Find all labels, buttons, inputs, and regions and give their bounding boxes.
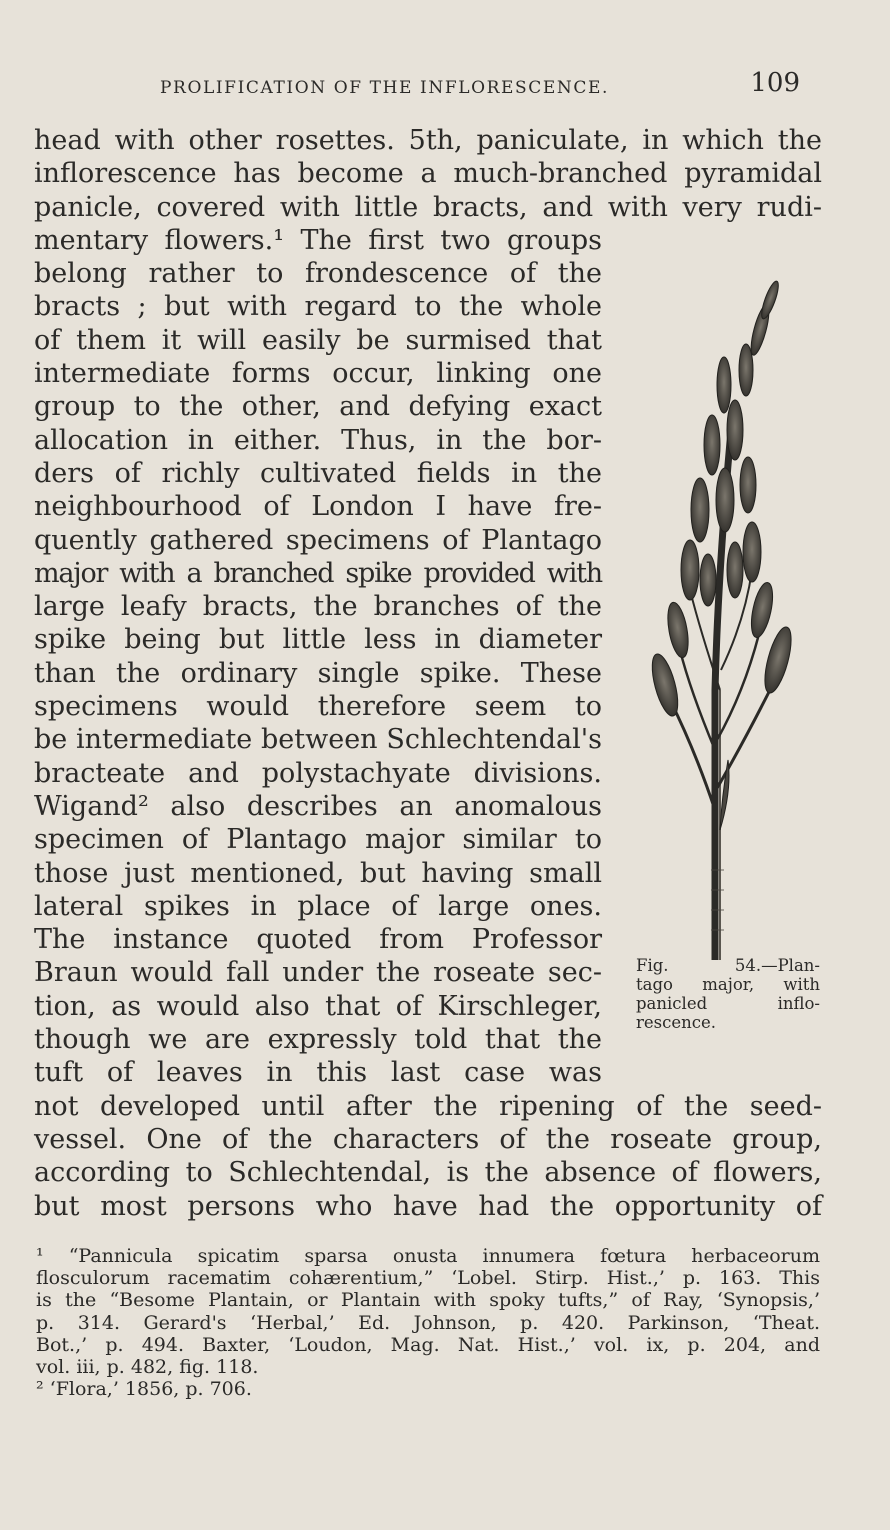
text-line: though we are expressly told that the bbox=[34, 1024, 602, 1056]
running-head: PROLIFICATION OF THE INFLORESCENCE. bbox=[160, 78, 610, 98]
text-line: large leafy bracts, the branches of the bbox=[34, 591, 602, 623]
text-line: head with other rosettes. 5th, paniculate, in which the bbox=[34, 125, 822, 156]
text-line: of them it will easily be surmised that bbox=[34, 324, 602, 356]
text-line: be intermediate between Schlechtendal's bbox=[34, 724, 602, 756]
text-line: those just mentioned, but having small bbox=[34, 857, 602, 889]
text-line: not developed until after the ripening of the seed- bbox=[34, 1090, 822, 1122]
text-line: intermediate forms occur, linking one bbox=[34, 358, 602, 390]
text-line: specimen of Plantago major similar to bbox=[34, 824, 602, 856]
caption-line: tago major, with bbox=[636, 975, 820, 994]
text-line: inflorescence has become a much-branched pyramidal bbox=[34, 158, 822, 190]
footnote-line: Bot.,’ p. 494. Baxter, ‘Loudon, Mag. Nat. Hist.,’ vol. ix, p. 204, and bbox=[36, 1333, 820, 1356]
footnote-line: p. 314. Gerard's ‘Herbal,’ Ed. Johnson, p. 420. Parkinson, ‘Theat. bbox=[36, 1311, 820, 1334]
caption-line: rescence. bbox=[636, 1013, 717, 1032]
text-line: bracts ; but with regard to the whole bbox=[34, 291, 602, 323]
plantago-illustration bbox=[620, 270, 830, 960]
footnote-line: flosculorum racematim cohærentium,” ‘Lobel. Stirp. Hist.,’ p. 163. This bbox=[36, 1267, 820, 1290]
text-line: group to the other, and defying exact bbox=[34, 391, 602, 423]
text-line: mentary flowers.¹ The first two groups bbox=[34, 224, 602, 256]
text-line: specimens would therefore seem to bbox=[34, 691, 602, 723]
page-header bbox=[160, 68, 800, 108]
text-line: ders of richly cultivated fields in the bbox=[34, 457, 602, 489]
caption-line: panicled inflo- bbox=[636, 994, 820, 1013]
text-line: tuft of leaves in this last case was bbox=[34, 1057, 602, 1089]
text-line: lateral spikes in place of large ones. bbox=[34, 890, 602, 922]
text-line: tion, as would also that of Kirschleger, bbox=[34, 990, 602, 1022]
plantago-panicle-drawing bbox=[620, 270, 830, 960]
text-line: Braun would fall under the roseate sec- bbox=[34, 957, 602, 989]
text-line: spike being but little less in diameter bbox=[34, 624, 602, 656]
text-line: according to Schlechtendal, is the absence of flowers, bbox=[34, 1157, 822, 1189]
text-line: neighbourhood of London I have fre- bbox=[34, 491, 602, 523]
page-number: 109 bbox=[750, 68, 800, 98]
text-line: The instance quoted from Professor bbox=[34, 924, 602, 956]
footnote-line: ² ‘Flora,’ 1856, p. 706. bbox=[36, 1378, 252, 1401]
text-line: vessel. One of the characters of the roseate group, bbox=[34, 1123, 822, 1155]
text-line: panicle, covered with little bracts, and with very rudi- bbox=[34, 191, 822, 223]
text-line: but most persons who have had the opportunity of bbox=[34, 1190, 822, 1222]
footnote-line: ¹ “Pannicula spicatim sparsa onusta innumera fœtura herbaceorum bbox=[36, 1245, 820, 1267]
text-line: bracteate and polystachyate divisions. bbox=[34, 757, 602, 789]
text-line: than the ordinary single spike. These bbox=[34, 657, 602, 689]
footnote-line: is the “Besome Plantain, or Plantain with spoky tufts,” of Ray, ‘Synopsis,’ bbox=[36, 1289, 820, 1312]
caption-line: Fig. 54.—Plan- bbox=[636, 956, 820, 975]
text-line: allocation in either. Thus, in the bor- bbox=[34, 424, 602, 456]
footnotes bbox=[36, 1245, 820, 1400]
text-line: quently gathered specimens of Plantago bbox=[34, 524, 602, 556]
text-line: belong rather to frondescence of the bbox=[34, 258, 602, 290]
figure-caption bbox=[636, 956, 820, 1032]
footnote-line: vol. iii, p. 482, fig. 118. bbox=[36, 1356, 259, 1379]
text-line: Wigand² also describes an anomalous bbox=[34, 790, 602, 822]
text-line: major with a branched spike provided with bbox=[34, 557, 602, 589]
